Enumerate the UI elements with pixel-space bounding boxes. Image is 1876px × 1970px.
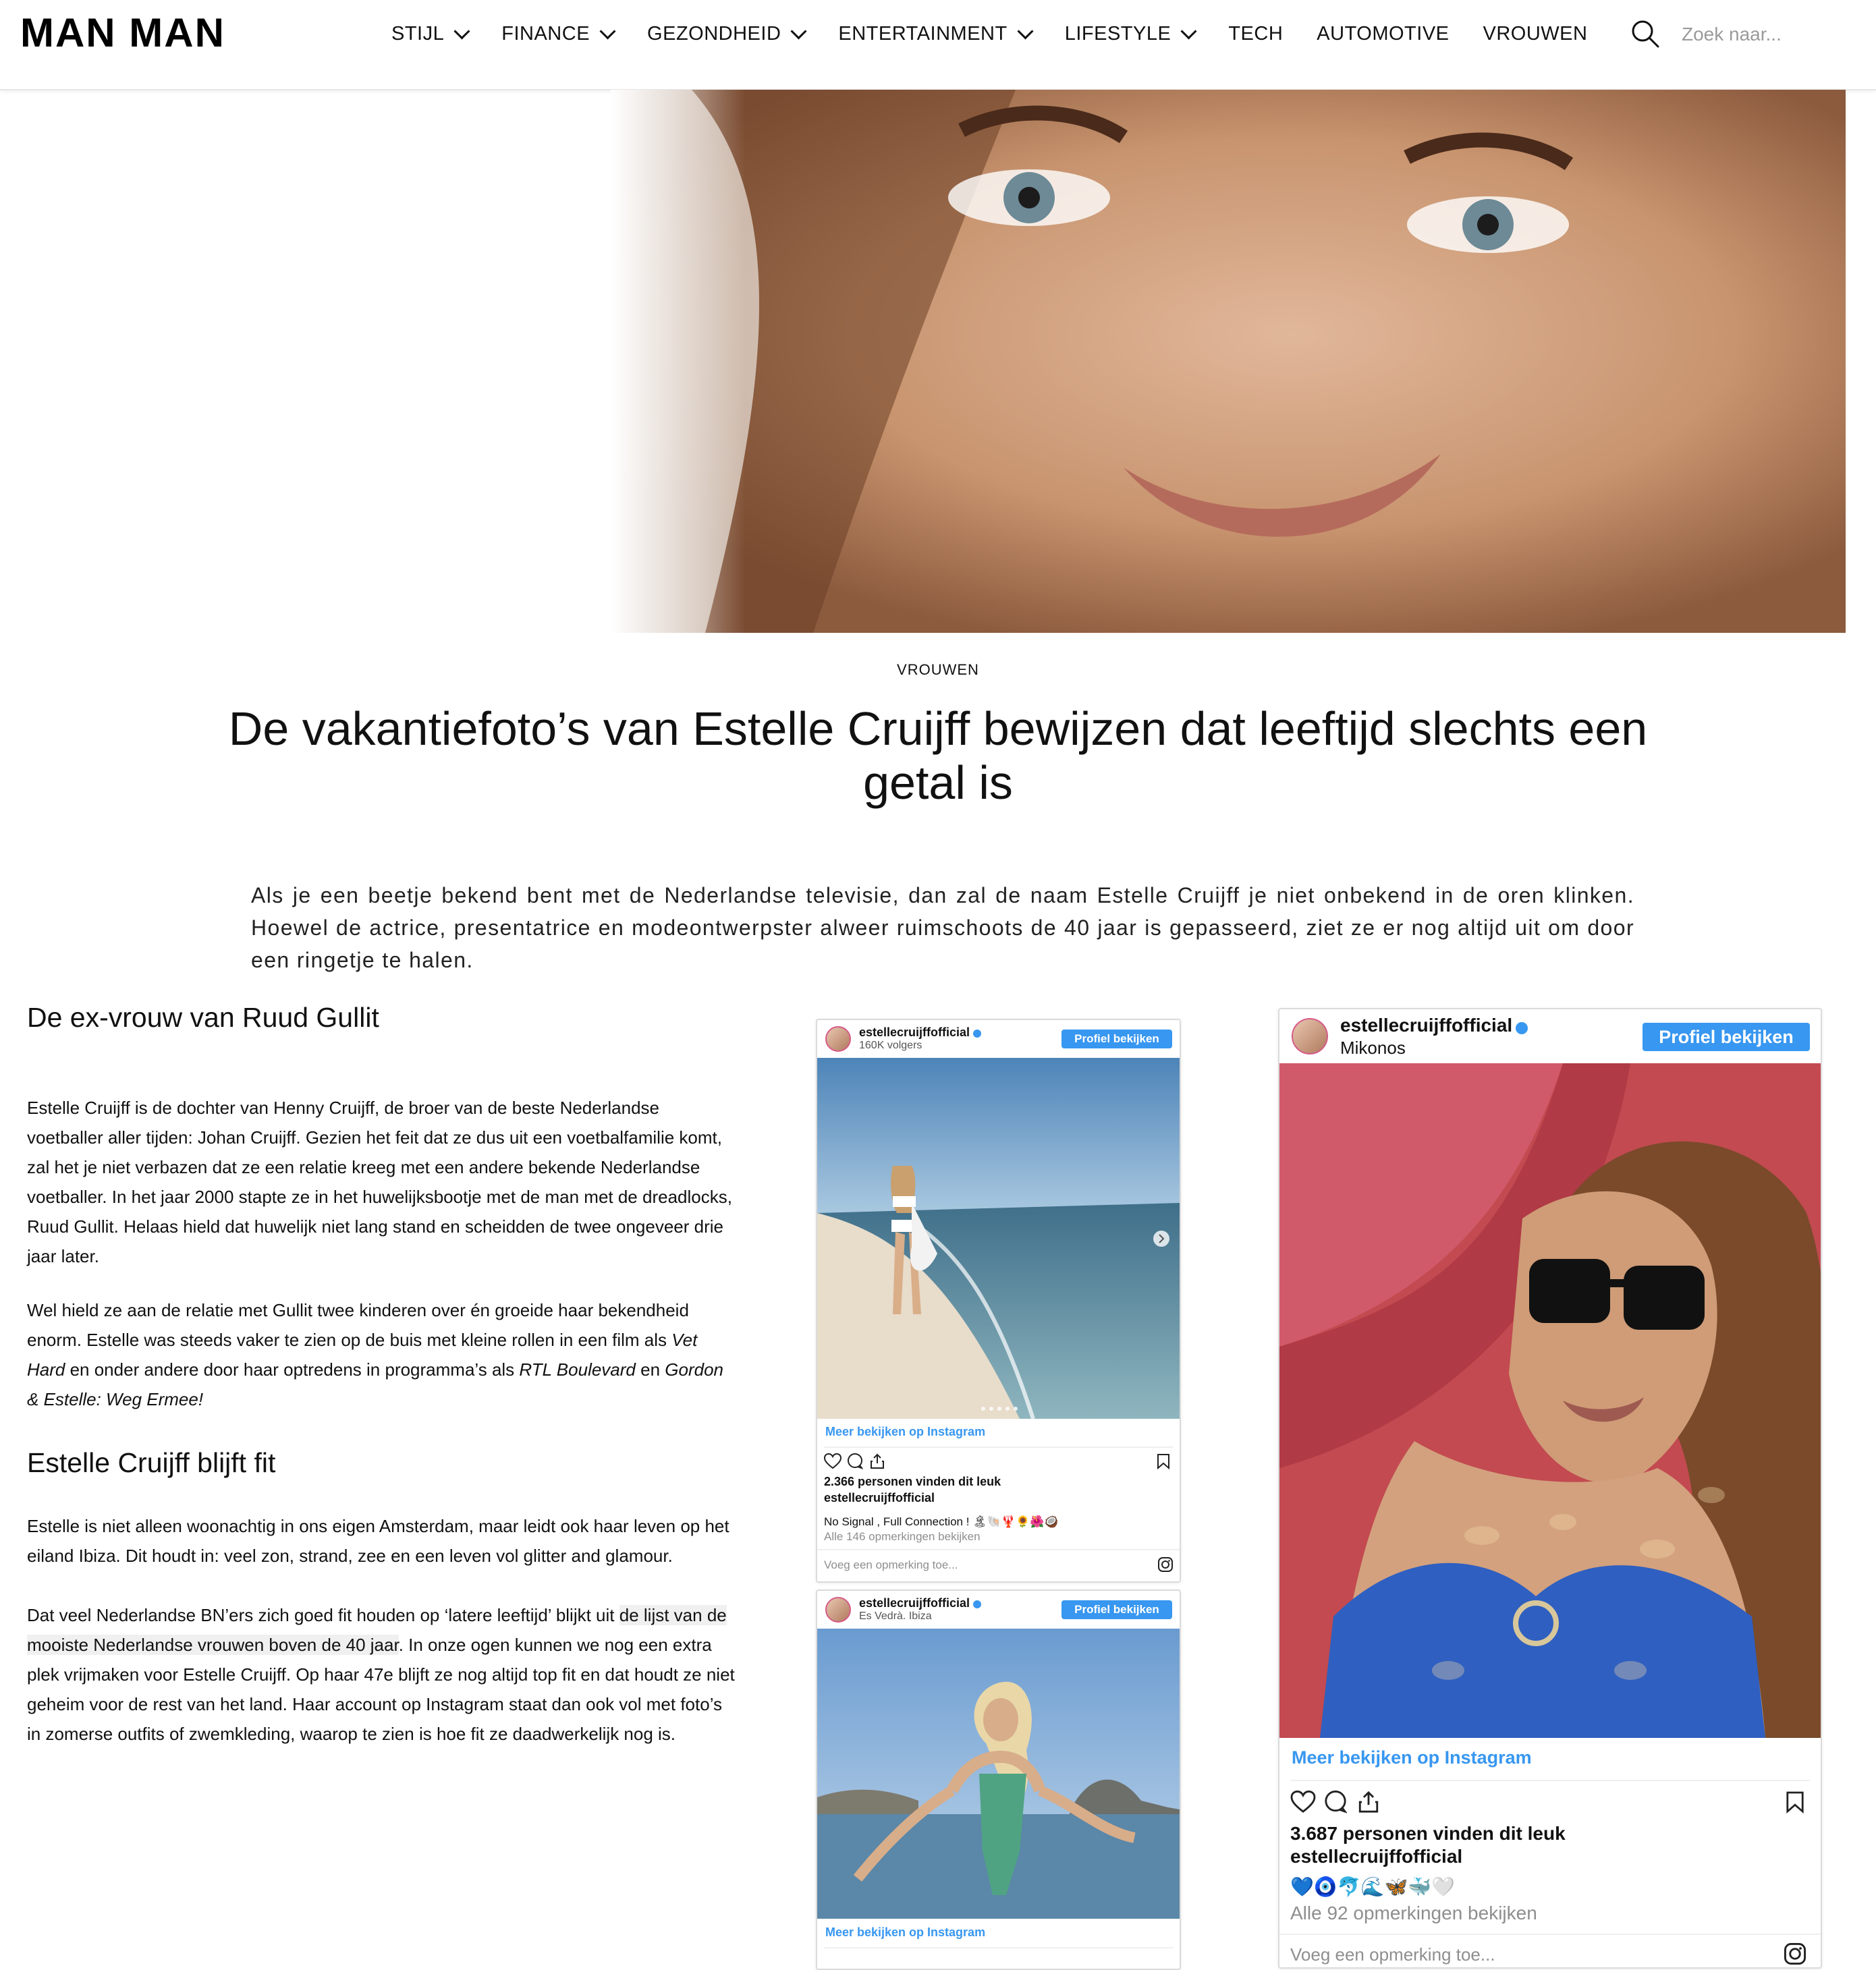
text-span: en [635, 1359, 665, 1380]
divider [824, 1947, 1173, 1948]
film-title: Vet Hard [27, 1330, 698, 1380]
profile-button[interactable]: Profiel bekijken [1643, 1023, 1810, 1051]
share-icon[interactable] [870, 1453, 885, 1469]
article-title: De vakantiefoto’s van Estelle Cruijff bewijzen dat leeftijd slechts een getal is [228, 702, 1648, 809]
instagram-embed [1278, 1008, 1822, 1969]
post-caption: No Signal , Full Connection ! 🏝🐚🦞🌻🌺🥥 [824, 1515, 1059, 1528]
divider [1290, 1780, 1810, 1781]
avatar[interactable] [1292, 1018, 1328, 1054]
instagram-logo-icon[interactable] [1784, 1943, 1806, 1965]
article-link-mooiste-vrouwen[interactable]: de lijst van de mooiste Nederlandse vrouwen boven de 40 jaar [27, 1605, 727, 1655]
nav-item-stijl[interactable] [391, 20, 468, 47]
main-nav [391, 20, 1621, 47]
ig-photo-beach[interactable] [817, 1058, 1180, 1419]
bookmark-icon[interactable] [1786, 1791, 1804, 1813]
divider [1279, 1934, 1821, 1935]
text-span: Dat veel Nederlandse BN’ers zich goed fit houden op ‘latere leeftijd’ blijkt uit [27, 1605, 619, 1625]
avatar[interactable] [825, 1597, 851, 1623]
section1-paragraph-2 [27, 1295, 736, 1414]
show-title: Gordon & Estelle: Weg Ermee! [27, 1359, 723, 1409]
section2-paragraph-1: Estelle is niet alleen woonachtig in ons eigen Amsterdam, maar leidt ook haar leven op het eiland Ibiza. Dit houdt in: veel zon, strand, zee en een leven vol glitter and glamour. [27, 1516, 729, 1566]
text-span: Wel hield ze aan de relatie met Gullit twee kinderen over én groeide haar bekendheid enorm. Estelle was steeds vaker te zien op de buis met kleine rollen in een film als [27, 1300, 689, 1350]
verified-badge-icon [1516, 1022, 1528, 1034]
beach-photo [817, 1058, 1180, 1419]
swimsuit-photo [817, 1629, 1180, 1919]
nav-item-entertainment[interactable] [838, 20, 1030, 47]
profile-button[interactable]: Profiel bekijken [1061, 1600, 1172, 1619]
nav-label: LIFESTYLE [1064, 23, 1171, 45]
verified-badge-icon [973, 1600, 981, 1608]
next-arrow-icon[interactable] [1153, 1231, 1169, 1247]
view-more-link[interactable]: Meer bekijken op Instagram [1292, 1747, 1532, 1768]
post-caption: 💙🧿🐬🌊🦋🐳🤍 [1290, 1876, 1456, 1897]
ig-username[interactable]: estellecruijffofficial [1340, 1014, 1513, 1036]
view-more-link[interactable]: Meer bekijken op Instagram [825, 1425, 986, 1438]
nav-label: ENTERTAINMENT [838, 23, 1008, 45]
post-owner[interactable]: estellecruijffofficial [824, 1491, 935, 1504]
show-title: RTL Boulevard [519, 1359, 636, 1380]
nav-item-finance[interactable] [501, 20, 613, 47]
section1-paragraph-1: Estelle Cruijff is de dochter van Henny Cruijff, de broer van de beste Nederlandse voetballer aller tijden: Johan Cruijff. Gezien het feit dat ze dus uit een voetbalfamilie komt, zal het je niet verbazen dat ze een relatie kreeg met een andere bekende Nederlandse voetballer. In het jaar 2000 stapte ze in het huwelijksbootje met de man met de dreadlocks, Ruud Gullit. Helaas hield dat huwelijk niet lang stand en scheidden de twee ongeveer drie jaar later. [27, 1098, 732, 1266]
ig-username[interactable]: estellecruijffofficial [859, 1596, 970, 1610]
nav-label: FINANCE [501, 23, 590, 45]
profile-button[interactable]: Profiel bekijken [1061, 1030, 1172, 1048]
nav-label: STIJL [391, 23, 445, 45]
nav-item-vrouwen[interactable] [1483, 20, 1588, 47]
nav-label: AUTOMOTIVE [1317, 23, 1450, 45]
chevron-down-icon [454, 23, 470, 39]
selfie-photo [1279, 1063, 1821, 1738]
share-icon[interactable] [1358, 1791, 1379, 1813]
article-intro: Als je een beetje bekend bent met de Nederlandse televisie, dan zal de naam Estelle Cruijff je niet onbekend in de oren klinken. Hoewel de actrice, presentatrice en modeontwerpster alweer ruimschoots de 40 jaar is gepasseerd, ziet ze er nog altijd uit om door een ringetje te halen. [251, 883, 1634, 972]
hero-portrait [611, 90, 1846, 633]
divider [817, 1549, 1180, 1550]
text-span: en onder andere door haar optredens in programma’s als [65, 1359, 520, 1380]
instagram-logo-icon[interactable] [1158, 1557, 1173, 1572]
section2-paragraph-2 [27, 1600, 736, 1749]
heart-icon[interactable] [824, 1453, 842, 1469]
chevron-down-icon [1181, 23, 1197, 39]
nav-label: GEZONDHEID [647, 23, 781, 45]
ig-subtitle: 160K volgers [859, 1040, 922, 1051]
instagram-embed [816, 1589, 1181, 1970]
add-comment-field[interactable]: Voeg een opmerking toe... [824, 1558, 958, 1571]
view-comments-link[interactable]: Alle 146 opmerkingen bekijken [824, 1530, 981, 1543]
section-heading-fit: Estelle Cruijff blijft fit [27, 1447, 276, 1478]
ig-username[interactable]: estellecruijffofficial [859, 1025, 970, 1039]
view-comments-link[interactable]: Alle 92 opmerkingen bekijken [1290, 1903, 1537, 1923]
nav-item-tech[interactable] [1228, 20, 1283, 47]
comment-icon[interactable] [1324, 1791, 1347, 1813]
nav-item-automotive[interactable] [1317, 20, 1449, 47]
section-heading-ex-vrouw: De ex-vrouw van Ruud Gullit [27, 1002, 379, 1033]
search-icon[interactable] [1630, 19, 1660, 49]
nav-item-gezondheid[interactable] [647, 20, 804, 47]
heart-icon[interactable] [1290, 1791, 1316, 1813]
ig-subtitle: Es Vedrà. Ibiza [859, 1610, 932, 1622]
likes-count[interactable]: 2.366 personen vinden dit leuk [824, 1475, 1001, 1488]
hero-image [611, 90, 1846, 633]
avatar[interactable] [825, 1026, 851, 1052]
view-more-link[interactable]: Meer bekijken op Instagram [825, 1925, 986, 1939]
site-header [0, 0, 1876, 90]
text-span: . In onze ogen kunnen we nog een extra plek vrijmaken voor Estelle Cruijff. Op haar 47e blijft ze nog altijd top fit en dat houdt ze niet geheim voor de rest van het land. Haar account op Instagram staat dan ook vol met foto’s in zomerse outfits of zwemkleding, waarop te zien is hoe fit ze daadwerkelijk nog is. [27, 1635, 735, 1744]
comment-icon[interactable] [847, 1453, 863, 1469]
likes-count[interactable]: 3.687 personen vinden dit leuk [1290, 1823, 1566, 1844]
post-owner[interactable]: estellecruijffofficial [1290, 1846, 1463, 1867]
article-category[interactable]: VROUWEN [897, 661, 979, 678]
site-logo[interactable]: MAN MAN [20, 10, 225, 55]
ig-subtitle: Mikonos [1340, 1037, 1406, 1058]
hero-fade [611, 90, 746, 633]
nav-item-lifestyle[interactable] [1065, 20, 1195, 47]
ig-photo-ibiza[interactable] [817, 1629, 1180, 1919]
ig-photo-mikonos[interactable] [1279, 1063, 1821, 1738]
divider [824, 1446, 1173, 1448]
chevron-down-icon [1017, 23, 1033, 39]
bookmark-icon[interactable] [1157, 1453, 1170, 1469]
verified-badge-icon [973, 1030, 981, 1038]
chevron-down-icon [600, 23, 616, 39]
search-input[interactable] [1680, 20, 1852, 49]
instagram-embed [816, 1019, 1181, 1583]
chevron-down-icon [791, 23, 807, 39]
nav-label: TECH [1228, 23, 1284, 45]
add-comment-field[interactable]: Voeg een opmerking toe... [1290, 1944, 1495, 1965]
nav-label: VROUWEN [1483, 23, 1588, 45]
